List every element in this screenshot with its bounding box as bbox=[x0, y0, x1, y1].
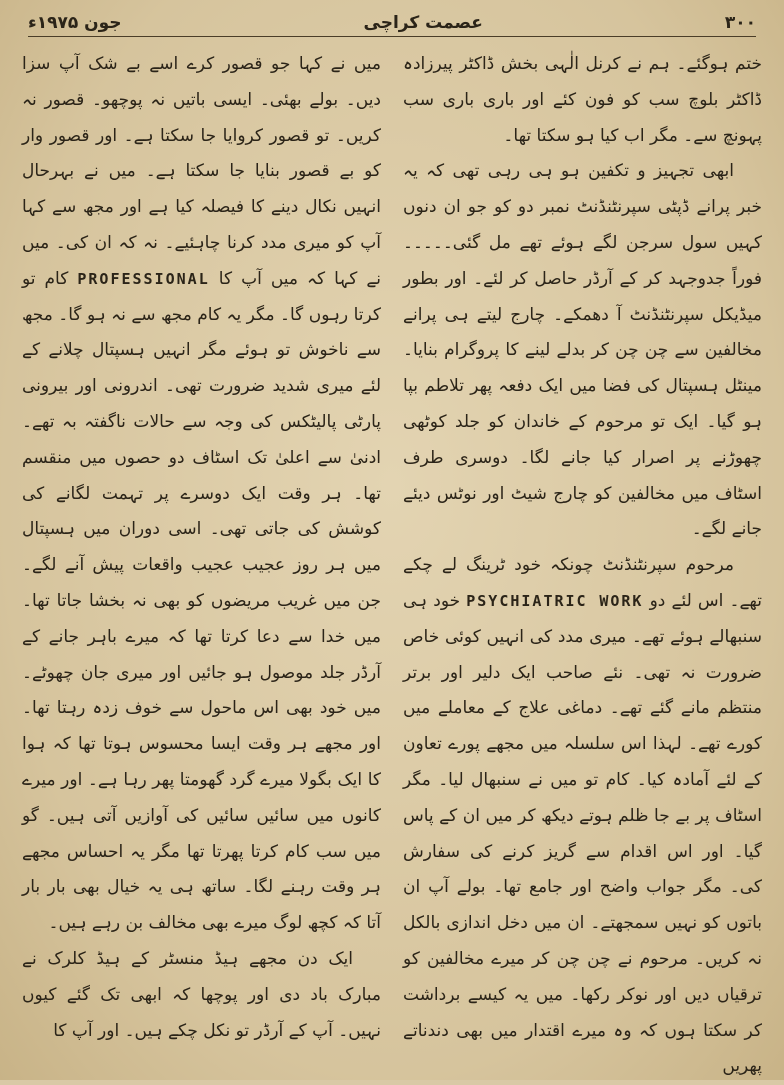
paragraph bbox=[22, 47, 381, 942]
paragraph bbox=[403, 548, 762, 1085]
page-number: ۳۰۰ bbox=[724, 13, 756, 33]
paragraph-text: خود ہی سنبھالے ہوئے تھے۔ میری مدد کی انہیں کوئی خاص ضرورت نہ تھی۔ نئے صاحب ایک دلیر اور برتر منتظم مانے گئے تھے۔ دماغی علاج کے معاملے میں کورے تھے۔ لہذا اس سلسلہ میں مجھے پورے تعاون کے لئے آمادہ کیا۔ کام تو میں نے سنبھال لیا۔ مگر اسٹاف پر بے جا ظلم ہوتے دیکھ کر میں ان کے پاس گیا۔ اور اس اقدام سے گریز کرنے کی سفارش کی۔ مگر جواب واضح اور جامع تھا۔ بولے آپ ان باتوں کو نہیں سمجھتے۔ ان میں دخل اندازی بالکل نہ کریں۔ مرحوم نے چن چن کر میرے مخالفین کو ترقیاں دیں اور نوکر رکھا۔ میں یہ کیسے برداشت کر سکتا ہوں کہ وہ میرے اقتدار میں بھی دندناتے پھریں bbox=[403, 590, 762, 1077]
page-header bbox=[28, 10, 756, 37]
paragraph-text: مرحوم سپرنٹنڈنٹ چونکہ خود ٹرینگ لے چکے تھے۔ اس لئے دو bbox=[403, 555, 762, 611]
paragraph: ایک دن مجھے ہیڈ منسٹر کے ہیڈ کلرک نے مبارک باد دی اور پوچھا کہ ابھی تک گئے کیوں نہیں۔ آپ کے آرڈر تو نکل چکے ہیں۔ اور آپ کا bbox=[22, 948, 381, 1041]
paragraph: ابھی تجہیز و تکفین ہو ہی رہی تھی کہ یہ خبر پرانے ڈپٹی سپرنٹنڈنٹ نمبر دو کو جو ان دنوں کہیں سول سرجن لگے ہوئے تھے مل گئی۔۔۔۔۔ فوراً جدوجہد کر کے آرڈر حاصل کر لئے۔ اور بطور میڈیکل سپرنٹنڈنٹ آ دھمکے۔ چارج لیتے ہی پرانے مخالفین سے چن چن کر بدلے لینے کا پروگرام بنایا۔ مینٹل ہسپتال کی فضا میں ایک دفعہ پھر تلاطم بپا ہو گیا۔ ایک تو مرحوم کے خاندان کو جلد کوٹھی چھوڑنے پر اصرار کیا جانے لگا۔ دوسری طرف اسٹاف میں مخالفین کو چارج شیٹ اور نوٹس دیئے جانے لگے۔ bbox=[403, 161, 762, 540]
paragraph-text: میں نے کہا جو قصور کرے اسے بے شک آپ سزا دیں۔ بولے بھئی۔ ایسی باتیں نہ پوچھو۔ قصور نہ کریں۔ تو قصور کروایا جا سکتا ہے۔ اور قصور وار کو بے قصور بنایا جا سکتا ہے۔ میں نے بہرحال انہیں نکال دینے کا فیصلہ کیا ہے اور مجھ سے کہا آپ کو میری مدد کرنا چاہئیے۔ نہ کہ ان کی۔ میں نے کہا کہ میں آپ کا bbox=[22, 54, 382, 289]
magazine-title: عصمت کراچی bbox=[363, 13, 483, 33]
latin-term: PROFESSIONAL bbox=[77, 269, 210, 288]
paragraph: ختم ہوگئے۔ ہم نے کرنل الٰہی بخش ڈاکٹر پیرزادہ ڈاکٹر بلوچ سب کو فون کئے اور باری باری سب پہونچ سے۔ مگر اب کیا ہو سکتا تھا۔ bbox=[403, 54, 762, 146]
left-column bbox=[22, 47, 381, 1057]
latin-term: PSYCHIATRIC WORK bbox=[466, 591, 644, 610]
right-column bbox=[403, 47, 762, 1077]
issue-date: جون ۱۹۷۵ء bbox=[28, 13, 122, 33]
text-columns bbox=[22, 47, 762, 1077]
paragraph-text: کام تو کرتا رہوں گا۔ مگر یہ کام مجھ سے نہ ہو گا۔ مجھ سے ناخوش تو ہوئے مگر انہیں ہسپتال چلانے کے لئے میری شدید ضرورت تھی۔ اندرونی اور بیرونی پارٹی پالیٹکس کی وجہ سے حالات ناگفتہ بہ تھے۔ ادنیٰ سے اعلیٰ تک اسٹاف دو حصوں میں منقسم تھا۔ ہر وقت ایک دوسرے پر تہمت لگانے کی کوشش کی جاتی تھی۔ اسی دوران میں ہسپتال میں ہر روز عجیب عجیب واقعات پیش آنے لگے۔ جن میں غریب مریضوں کو بھی نہ بخشا جاتا تھا۔ میں خدا سے دعا کرتا تھا کہ میرے باہر جانے کے آرڈر جلد موصول ہو جائیں اور میری جان چھوٹے۔ میں خود بھی اس ماحول سے خوف زدہ رہتا تھا۔ اور مجھے ہر وقت ایسا محسوس ہوتا تھا کہ ہوا کا ایک بگولا میرے گرد گھومتا پھر رہا ہے۔ اور میرے کانوں میں سائیں سائیں کی آوازیں آتی ہیں۔ گو میں سب کام کرتا پھرتا تھا مگر یہ احساس مجھے ہر وقت رہنے لگا۔ ساتھ ہی یہ خیال بھی بار بار آتا کہ کچھ لوگ میرے بھی مخالف بن رہے ہیں۔ bbox=[22, 268, 381, 934]
